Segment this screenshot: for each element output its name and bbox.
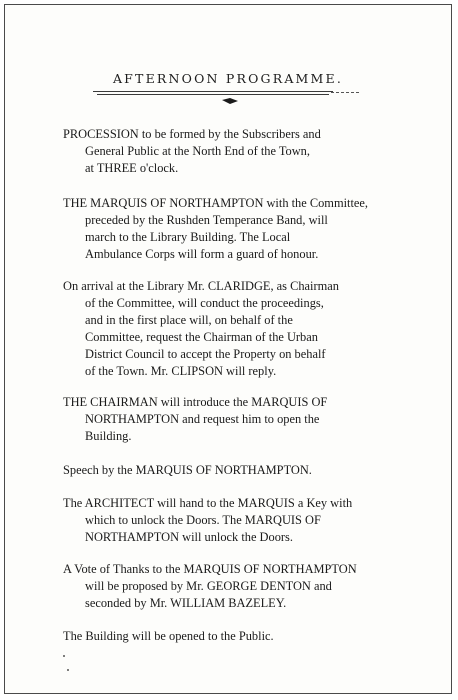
text-line: On arrival at the Library Mr. CLARIDGE, as Chairman — [63, 279, 339, 293]
text-line: The ARCHITECT will hand to the MARQUIS a Key with — [63, 496, 353, 510]
title-underline-dashed — [331, 92, 359, 93]
title-underline — [93, 91, 333, 92]
text-line: THE CHAIRMAN will introduce the MARQUIS OF — [63, 395, 328, 409]
paragraph-procession — [63, 126, 393, 177]
text-line: preceded by the Rushden Temperance Band, will — [85, 213, 328, 227]
text-line: Committee, request the Chairman of the Urban — [85, 330, 318, 344]
paragraph-vote-of-thanks — [63, 561, 393, 612]
programme-page — [4, 4, 452, 694]
text-line: NORTHAMPTON and request him to open the — [85, 412, 320, 426]
text-line: Speech by the MARQUIS OF NORTHAMPTON. — [63, 463, 312, 477]
paragraph-marquis-committee — [63, 195, 393, 263]
text-line: The Building will be opened to the Public. — [63, 629, 274, 643]
ink-speck — [67, 669, 69, 671]
text-line: District Council to accept the Property on behalf — [85, 347, 326, 361]
text-line: THE MARQUIS OF NORTHAMPTON with the Committee, — [63, 196, 369, 210]
text-line: at THREE o'clock. — [85, 161, 179, 175]
ornament-flourish-icon — [221, 97, 239, 105]
paragraph-architect — [63, 495, 393, 546]
text-line: which to unlock the Doors. The MARQUIS OF — [85, 513, 321, 527]
text-line: of the Committee, will conduct the proceedings, — [85, 296, 324, 310]
text-line: and in the first place will, on behalf of the — [85, 313, 293, 327]
text-line: PROCESSION to be formed by the Subscribers and — [63, 127, 321, 141]
paragraph-arrival — [63, 278, 393, 380]
paragraph-speech — [63, 462, 393, 479]
page-title: AFTERNOON PROGRAMME. — [112, 71, 344, 86]
paragraph-opening — [63, 628, 393, 645]
paragraph-chairman — [63, 394, 393, 445]
text-line: A Vote of Thanks to the MARQUIS OF NORTHAMPTON — [63, 562, 357, 576]
text-line: Ambulance Corps will form a guard of honour. — [85, 247, 319, 261]
text-line: of the Town. Mr. CLIPSON will reply. — [85, 364, 277, 378]
title-underline-second — [97, 94, 329, 95]
text-line: NORTHAMPTON will unlock the Doors. — [85, 530, 293, 544]
text-line: Building. — [85, 429, 132, 443]
text-line: march to the Library Building. The Local — [85, 230, 291, 244]
text-line: will be proposed by Mr. GEORGE DENTON and — [85, 579, 332, 593]
text-line: seconded by Mr. WILLIAM BAZELEY. — [85, 596, 287, 610]
ink-speck — [63, 655, 65, 657]
text-line: General Public at the North End of the Town, — [85, 144, 310, 158]
